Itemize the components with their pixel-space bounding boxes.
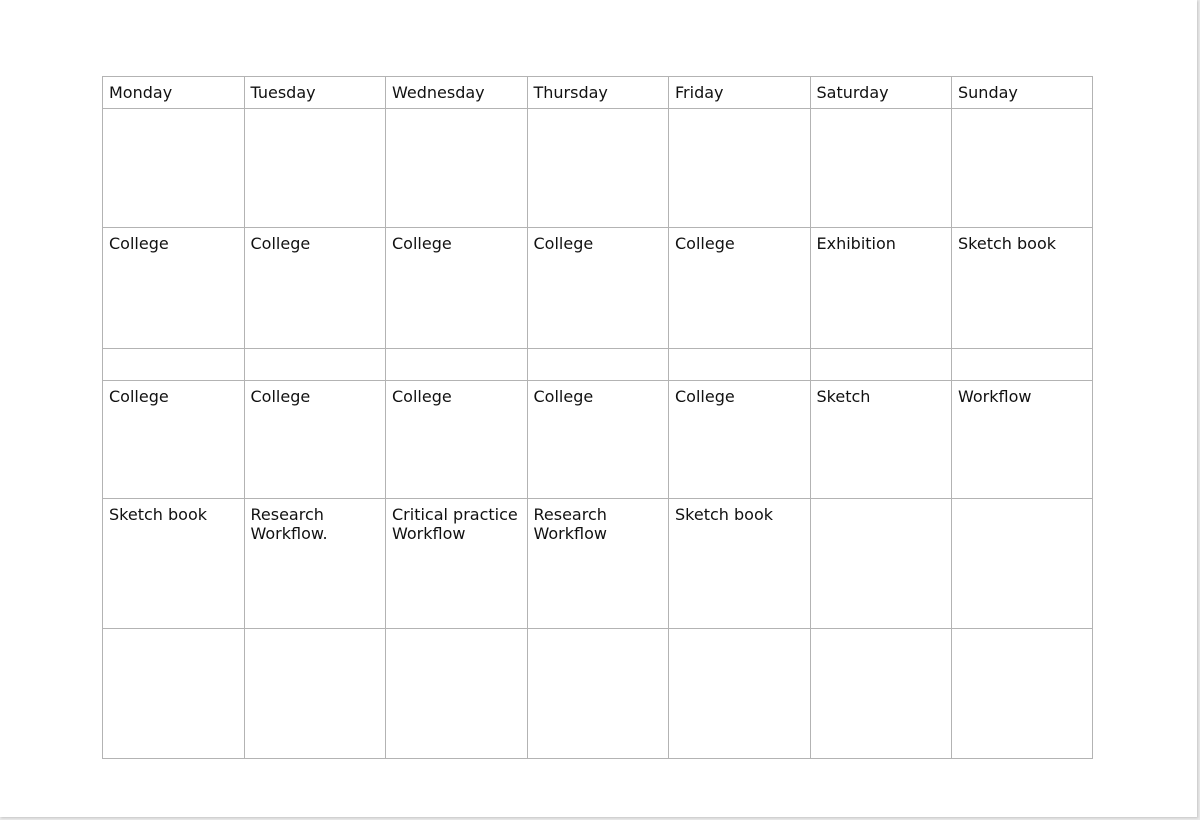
table-cell [952, 629, 1093, 759]
table-row [103, 381, 1093, 499]
header-row [103, 77, 1093, 109]
table-cell: College [103, 228, 245, 349]
table-cell: College [386, 381, 528, 499]
table-cell: College [244, 228, 386, 349]
header-friday: Friday [669, 77, 811, 109]
table-cell: Sketch book [669, 499, 811, 629]
table-cell [527, 629, 669, 759]
table-cell [527, 349, 669, 381]
header-monday: Monday [103, 77, 245, 109]
table-cell: Sketch [810, 381, 952, 499]
table-cell [810, 349, 952, 381]
table-cell: Sketch book [952, 228, 1093, 349]
table-cell [103, 629, 245, 759]
table-cell: Research Workflow [527, 499, 669, 629]
table-row [103, 349, 1093, 381]
table-cell [810, 499, 952, 629]
table-cell [386, 109, 528, 228]
table-cell: College [669, 381, 811, 499]
table-cell [244, 349, 386, 381]
table-cell [952, 109, 1093, 228]
table-cell: College [386, 228, 528, 349]
table-cell: Exhibition [810, 228, 952, 349]
table-cell: Research Workflow. [244, 499, 386, 629]
table-row [103, 499, 1093, 629]
table-cell [952, 349, 1093, 381]
header-tuesday: Tuesday [244, 77, 386, 109]
table-cell: Workflow [952, 381, 1093, 499]
table-cell [952, 499, 1093, 629]
table-row [103, 228, 1093, 349]
table-cell [103, 109, 245, 228]
table-cell [527, 109, 669, 228]
table-cell: College [244, 381, 386, 499]
table-cell [103, 349, 245, 381]
table-cell [669, 349, 811, 381]
table-cell [244, 629, 386, 759]
table-row [103, 629, 1093, 759]
table-cell: Sketch book [103, 499, 245, 629]
table-cell: College [669, 228, 811, 349]
weekly-timetable [102, 76, 1093, 759]
table-cell [810, 109, 952, 228]
table-cell [810, 629, 952, 759]
table-cell [669, 629, 811, 759]
table-cell: College [527, 228, 669, 349]
table-cell: College [103, 381, 245, 499]
table-cell [386, 629, 528, 759]
header-saturday: Saturday [810, 77, 952, 109]
table-cell: Critical practice Workflow [386, 499, 528, 629]
table-cell [386, 349, 528, 381]
header-sunday: Sunday [952, 77, 1093, 109]
table-cell [669, 109, 811, 228]
table-cell [244, 109, 386, 228]
header-thursday: Thursday [527, 77, 669, 109]
table-cell: College [527, 381, 669, 499]
table-row [103, 109, 1093, 228]
header-wednesday: Wednesday [386, 77, 528, 109]
